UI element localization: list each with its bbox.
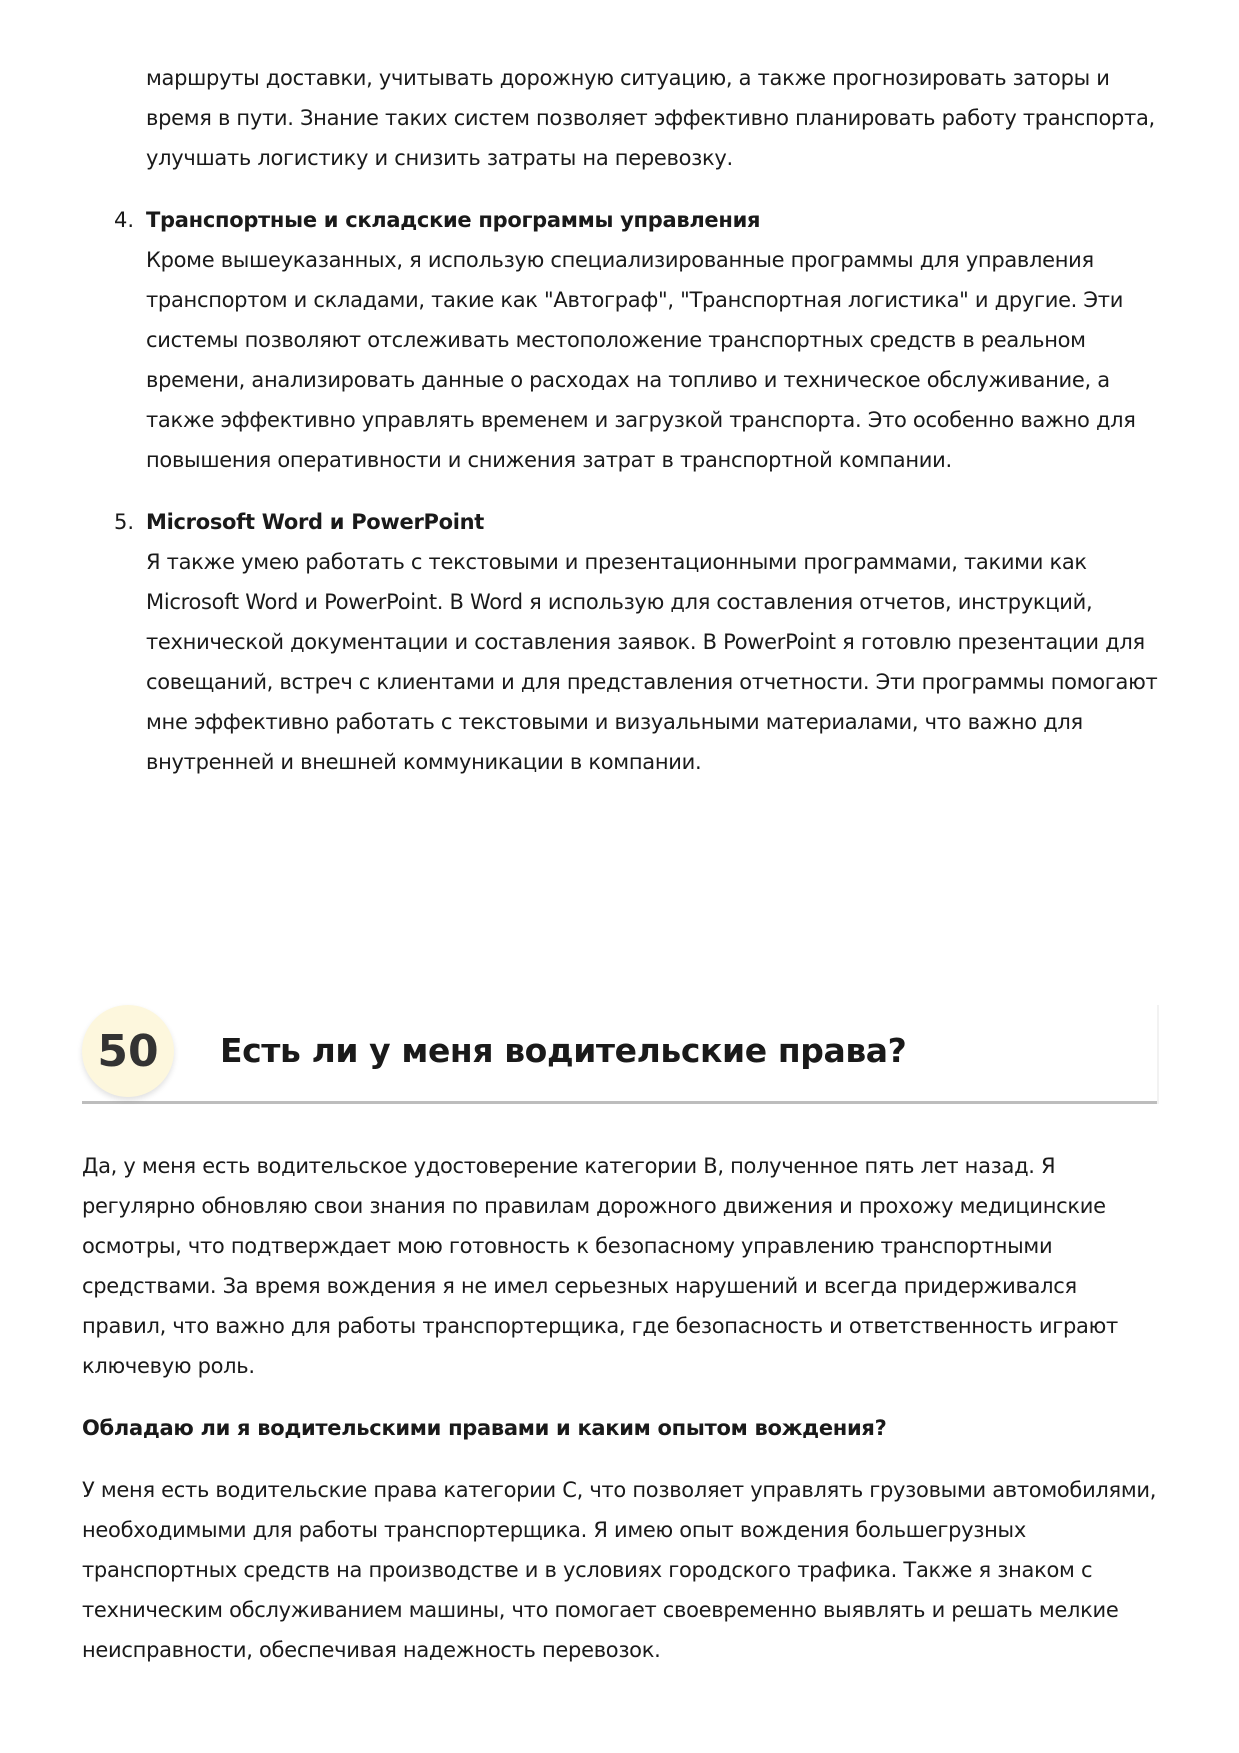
question-title: Есть ли у меня водительские права? <box>220 1031 907 1070</box>
list-item-title: Microsoft Word и PowerPoint <box>146 510 485 534</box>
list-item-body <box>146 502 1174 782</box>
answer-section <box>82 1146 1162 1670</box>
list-item-title: Транспортные и складские программы управления <box>146 208 761 232</box>
list-item-text: Я также умею работать с текстовыми и презентационными программами, такими как Microsoft Word и PowerPoint. В Word я использую для составления отчетов, инструкций, технической документации и составления заявок. В PowerPoint я готовлю презентации для совещаний, встреч с клиентами и для представления отчетности. Эти программы помогают мне эффективно работать с текстовыми и визуальными материалами, что важно для внутренней и внешней коммуникации в компании. <box>146 550 1158 774</box>
question-header <box>82 1005 1157 1104</box>
list-item-text: Кроме вышеуказанных, я использую специализированные программы для управления транспортом и складами, такие как "Автограф", "Транспортная логистика" и другие. Эти системы позволяют отслеживать местоположение транспортных средств в реальном времени, анализировать данные о расходах на топливо и техническое обслуживание, а также эффективно управлять временем и загрузкой транспорта. Это особенно важно для повышения оперативности и снижения затрат в транспортной компании. <box>146 248 1136 472</box>
skills-list <box>114 58 1174 804</box>
list-item <box>114 502 1174 782</box>
answer-subheading: Обладаю ли я водительскими правами и каким опытом вождения? <box>82 1416 887 1440</box>
list-item-continuation: маршруты доставки, учитывать дорожную ситуацию, а также прогнозировать заторы и время в пути. Знание таких систем позволяет эффективно планировать работу транспорта, улучшать логистику и снизить затраты на перевозку. <box>146 66 1155 170</box>
list-item <box>114 200 1174 480</box>
question-number-badge: 50 <box>82 1005 174 1097</box>
answer-paragraph: Да, у меня есть водительское удостоверение категории B, полученное пять лет назад. Я регулярно обновляю свои знания по правилам дорожного движения и прохожу медицинские осмотры, что подтверждает мою готовность к безопасному управлению транспортными средствами. За время вождения я не имел серьезных нарушений и всегда придерживался правил, что важно для работы транспортерщика, где безопасность и ответственность играют ключевую роль. <box>82 1154 1118 1378</box>
list-item-number: 5. <box>114 510 135 534</box>
answer-sub-paragraph: У меня есть водительские права категории C, что позволяет управлять грузовыми автомобилями, необходимыми для работы транспортерщика. Я имею опыт вождения большегрузных транспортных средств на производстве и в условиях городского трафика. Также я знаком с техническим обслуживанием машины, что помогает своевременно выявлять и решать мелкие неисправности, обеспечивая надежность перевозок. <box>82 1478 1157 1662</box>
list-item-number: 4. <box>114 208 135 232</box>
list-item-body <box>146 200 1174 480</box>
